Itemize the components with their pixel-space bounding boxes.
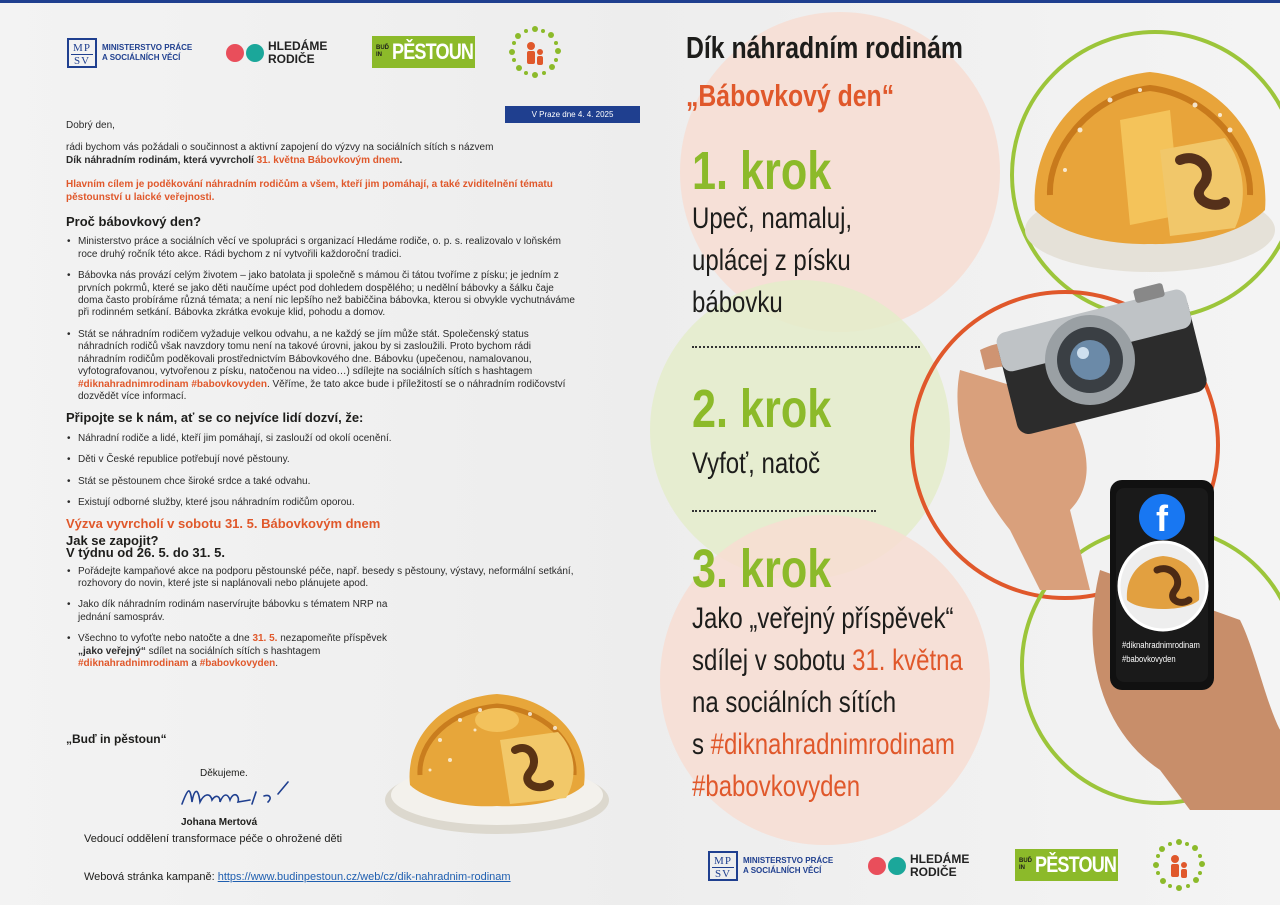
step3-line [692,724,963,766]
budin-main: PĚSTOUN [1035,852,1117,877]
logo-mpsv-bottom [708,851,838,881]
campaign-end: . [399,154,403,166]
logo-hledame-rodice [226,40,327,66]
website-link[interactable]: https://www.budinpestoun.cz/web/cz/dik-nahradnim-rodinam [217,871,511,883]
how-last-b: nezapomeňte příspěvek [277,633,387,645]
dotted-divider [692,510,876,512]
budin-small: BUĎ IN [1019,858,1032,871]
why-item-text: Stát se náhradním rodičem vyžaduje velkou odvahu, a ne každý se jím může stát. Společenský status náhradních rodičů však navzdory tomu není na takové úrovni, jakou by si zasloužili. Proto bychom rádi náhradním rodičům poděkovali prostřednictvím Bábovkového dne. Bábovku (upečenou, namalovanou, vyfotografovanou, vytvořenou z písku, natočenou na video…) sdílejte na sociálních sítích s hashtagem [78,328,533,378]
step1-line: uplácej z písku [692,244,851,277]
website-line [84,871,511,883]
join-heading: Připojte se k nám, ať se co nejvíce lidí dozví, že: [66,410,364,426]
join-item: • Existují odborné služby, které jsou náhradním rodičům oporou. [66,497,576,509]
hledame-line2: RODIČE [268,52,315,66]
step3-line: Jako „veřejný příspěvek“ [692,602,954,635]
step3-date: 31. května [852,644,963,677]
join-item: • Náhradní rodiče a lidé, kteří jim pomáhají, si zaslouží od okolí ocenění. [66,433,576,445]
hearts-icon [868,857,906,875]
step2-heading: 2. krok [692,379,832,439]
how-last-c: sdílet na sociálních sítích s hashtagem [145,645,321,657]
budin-small: BUĎ IN [376,45,389,58]
why-item [66,329,576,403]
how-item: • Jako dík náhradním rodinám naservírujte bábovku s tématem NRP na jednání samospráv. [66,599,396,624]
hearts-icon [226,44,264,62]
logo-wreath-bottom [1151,837,1207,893]
step1-line: Upeč, namaluj, [692,202,853,235]
how-last-tag1: #diknahradnimrodinam [78,658,189,669]
greeting: Dobrý den, [66,120,115,131]
bundt-cake-image [380,680,615,840]
why-item: • Bábovka nás provází celým životem – jako batolata ji společně s mámou či tátou tvoříme z písku; je jedním z prvních pokrmů, které se jako děti naučíme upéct pod dohledem dospělého; u nedělní bábovky a šálku čaje doma často probíráme různá témata; a není nic lepšího než babiččina bábovka, kterou si obvykle vychutnáváme při rodinném setkání. Bábovka zkrátka evokuje klid, pohodu a domov. [66,270,576,320]
mpsv-emblem: MP SV [67,38,97,68]
step3-line: na sociálních sítích [692,686,897,719]
join-item: • Stát se pěstounem chce široké srdce a také odvahu. [66,476,576,488]
logo-wreath [507,24,563,80]
step1-text [692,198,852,324]
step3-hashtag1: #diknahradnimrodinam [710,728,955,761]
budin-main: PĚSTOUN [392,39,474,64]
intro-paragraph [66,142,576,167]
campaign-name: Dík náhradním rodinám, která vyvrcholí [66,154,257,166]
goal-paragraph: Hlavním cílem je poděkování náhradním rodičům a všem, kteří jim pomáhají, a také zviditelnění tématu pěstounství u laické veřejnosti. [66,179,553,203]
hledame-line1: HLEDÁME [268,39,328,53]
step2-text: Vyfoť, natoč [692,447,821,480]
bundt-cake-top-image [1020,60,1275,275]
signature-image [180,780,300,810]
step1-heading: 1. krok [692,141,832,201]
website-label: Webová stránka kampaně: [84,871,218,883]
step3-hashtag2: #babovkovyden [692,770,861,803]
how-list [66,566,576,671]
how-last-end: . [275,658,279,669]
facebook-icon: f [1139,494,1185,540]
top-border [0,0,1280,3]
logo-mpsv [67,38,197,68]
join-item: • Děti v České republice potřebují nové pěstouny. [66,454,576,466]
date-ribbon: V Praze dne 4. 4. 2025 [505,106,640,123]
how-last-public: „jako veřejný“ [78,645,146,657]
letter-body [66,120,576,679]
signer-name: Johana Mertová [181,817,258,828]
dotted-divider [692,346,920,348]
step1-line: bábovku [692,286,783,319]
logo-bud-in-pestoun-bottom [1015,849,1118,881]
why-heading: Proč bábovkový den? [66,214,202,230]
how-last-tag2: #babovkovyden [199,658,276,669]
how-last-a: Všechno to vyfoťte nebo natočte a dne [78,633,253,645]
family-wreath-icon [507,24,563,80]
poster-title: Dík náhradním rodinám [686,30,963,65]
join-list [66,433,576,510]
how-item [66,633,396,670]
mpsv-name: MINISTERSTVO PRÁCE A SOCIÁLNÍCH VĚCÍ [743,856,834,875]
mpsv-name: MINISTERSTVO PRÁCE A SOCIÁLNÍCH VĚCÍ [102,43,193,62]
how-last-date: 31. 5. [252,633,278,645]
week-heading: V týdnu od 26. 5. do 31. 5. [66,545,225,561]
why-item-tail: . Věříme, že tato akce bude i příležitostí se o náhradním rodičovství dozvědět více informací. [78,378,566,402]
mpsv-emblem: MP SV [708,851,738,881]
step3-text [692,598,963,808]
phone-hashtag1: #diknahradnimrodinam [1122,640,1200,650]
poster-subtitle: „Bábovkový den“ [686,78,895,113]
motto: „Buď in pěstoun“ [66,732,167,746]
step3-line [692,640,963,682]
thanks-text: Děkujeme. [200,768,248,779]
signer-role: Vedoucí oddělení transformace péče o ohrožené děti [84,833,343,845]
why-list [66,236,576,403]
challenge-heading: Výzva vyvrcholí v sobotu 31. 5. Bábovkovým dnem [66,516,381,532]
family-wreath-icon [1151,837,1207,893]
step3-line4a: s [692,728,711,761]
logo-hledame-rodice-bottom [868,853,969,879]
phone-cake-photo [1117,540,1209,632]
hledame-line2: RODIČE [910,865,957,879]
how-heading: Jak se zapojit? [66,532,159,548]
hledame-line1: HLEDÁME [910,852,970,866]
logo-bud-in-pestoun [372,36,475,68]
step3-line2a: sdílej v sobotu [692,644,853,677]
why-hashtags: #diknahradnimrodinam #babovkovyden [78,378,267,390]
campaign-date: 31. května Bábovkovým dnem [256,154,400,166]
step3-heading: 3. krok [692,539,832,599]
intro-text: rádi bychom vás požádali o součinnost a aktivní zapojení do výzvy na sociálních sítích s názvem [66,142,494,154]
phone-hashtag2: #babovkovyden [1122,654,1176,664]
why-item: • Ministerstvo práce a sociálních věcí ve spolupráci s organizací Hledáme rodiče, o. p. s. realizovalo v loňském roce druhý ročník této akce. Rádi bychom z ní vytvořili každoroční tradici. [66,236,576,261]
how-last-and: a [188,658,200,669]
how-item: • Pořádejte kampaňové akce na podporu pěstounské péče, např. besedy s pěstouny, výstavy, neformální setkání, rozhovory do novin, které jste si naplánovali nebo plánujete apod. [66,566,576,591]
